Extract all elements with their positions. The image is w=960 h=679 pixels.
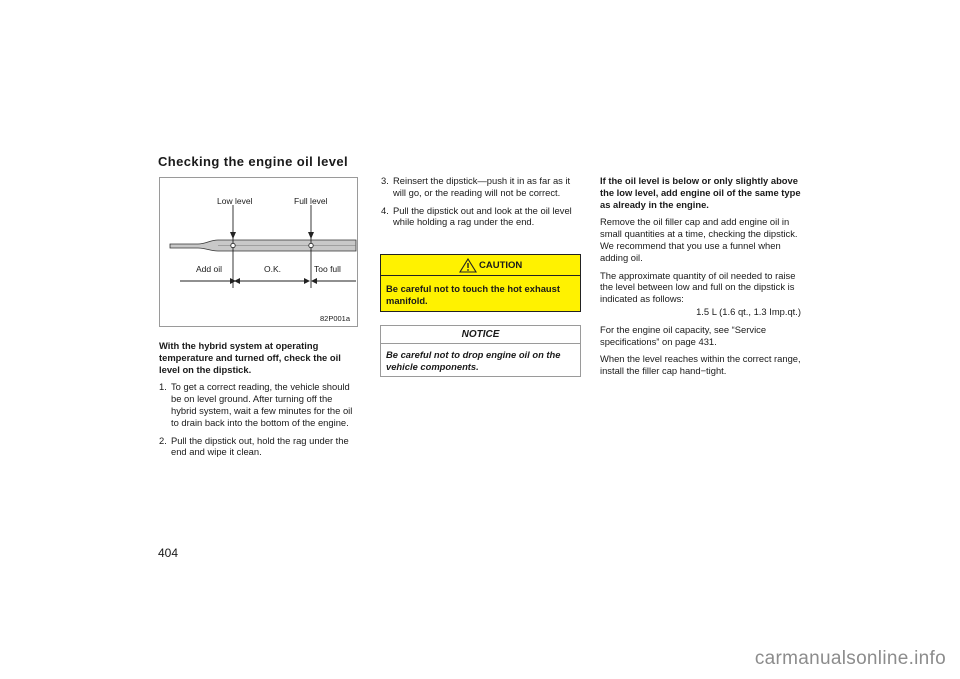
- paragraph-quantity: The approximate quantity of oil needed to raise the level between low and full on the dipstick is indicated as follows:: [600, 269, 796, 305]
- step-3: [381, 175, 581, 199]
- paragraph-install: When the level reaches within the correct range, install the filler cap hand−tight.: [600, 353, 801, 377]
- paragraph-filler: Remove the oil filler cap and add engine oil in small quantities at a time, checking the dipstick. We recommend that you use a funnel when adding oil.: [600, 216, 798, 263]
- lead-text: If the oil level is below or only slightly above the low level, add engine oil of the same type as already in the engine.: [600, 175, 801, 210]
- column-2: [381, 175, 581, 234]
- dipstick-illustration: [160, 178, 359, 328]
- step-1-text: To get a correct reading, the vehicle should be on level ground. After turning off the hybrid system, wait a few minutes for the oil to drain back into the bottom of the engine.: [171, 381, 353, 428]
- column-3: [600, 175, 801, 383]
- column-1: [159, 340, 358, 464]
- caution-header: [381, 255, 580, 276]
- watermark: carmanualsonline.info: [754, 648, 946, 669]
- label-too-full: Too full: [314, 264, 341, 274]
- step-4: [381, 205, 581, 229]
- step-3-text: Reinsert the dipstick—push it in as far as it will go, or the reading will not be correct.: [393, 175, 571, 198]
- step-2-text: Pull the dipstick out, hold the rag under the end and wipe it clean.: [171, 434, 349, 458]
- paragraph-capacity: For the engine oil capacity, see “Service specifications” on page 431.: [600, 323, 767, 347]
- label-full-level: Full level: [294, 196, 328, 206]
- label-ok: O.K.: [264, 264, 282, 274]
- label-add-oil: Add oil: [196, 264, 222, 274]
- dipstick-figure: [159, 177, 358, 327]
- step-4-number: 4.: [381, 204, 389, 216]
- quantity-value: 1.5 L (1.6 qt., 1.3 Imp.qt.): [696, 305, 801, 317]
- step-2-number: 2.: [159, 434, 167, 446]
- step-1: [159, 381, 358, 428]
- section-title: Checking the engine oil level: [158, 154, 349, 169]
- figure-code: 82P001a: [320, 314, 351, 323]
- step-3-number: 3.: [381, 175, 389, 186]
- caution-box: [380, 254, 581, 312]
- step-2: [159, 435, 358, 459]
- caution-text: Be careful not to touch the hot exhaust manifold.: [386, 283, 560, 306]
- intro-text: With the hybrid system at operating temperature and turned off, check the oil level on the dipstick.: [159, 340, 341, 375]
- step-4-text: Pull the dipstick out and look at the oil level while holding a rag under the end.: [393, 204, 572, 228]
- notice-title: NOTICE: [381, 326, 580, 344]
- label-low-level: Low level: [217, 196, 253, 206]
- notice-text: Be careful not to drop engine oil on the vehicle components.: [386, 349, 561, 372]
- warning-icon: [459, 258, 477, 273]
- caution-title: CAUTION: [479, 260, 523, 271]
- page-number: 404: [158, 546, 179, 560]
- notice-box: [380, 325, 581, 377]
- step-1-number: 1.: [159, 381, 167, 393]
